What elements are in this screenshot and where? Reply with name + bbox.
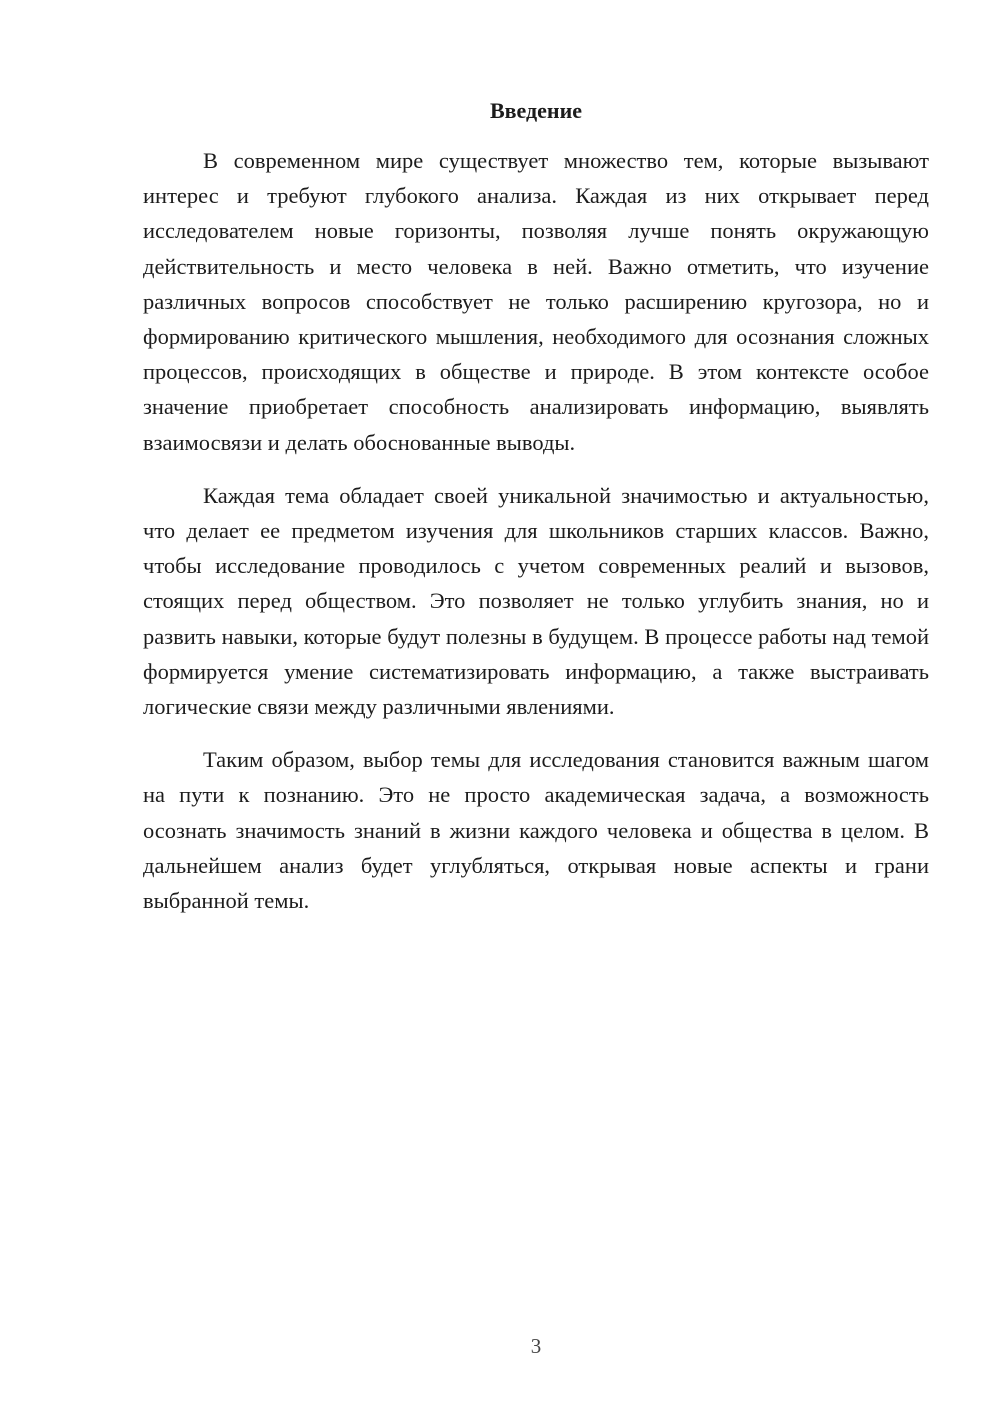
section-title: Введение [489,98,583,123]
paragraph-3: Таким образом, выбор темы для исследования становится важным шагом на пути к познанию. Это не просто академическая задача, а возможность осознать значимость знаний в жизни каждого человека и общества в целом. В дальнейшем анализ будет углубляться, открывая новые аспекты и грани выбранной темы. [143,747,929,914]
page-number: 3 [530,1334,542,1358]
paragraph-2: Каждая тема обладает своей уникальной значимостью и актуальностью, что делает ее предметом изучения для школьников старших классов. Важно, чтобы исследование проводилось с учетом современных реалий и вызовов, стоящих перед обществом. Это позволяет не только углубить знания, но и развить навыки, которые будут полезны в будущем. В процессе работы над темой формируется умение систематизировать информацию, а также выстраивать логические связи между различными явлениями. [143,482,929,720]
paragraph-1: В современном мире существует множество тем, которые вызывают интерес и требуют глубокого анализа. Каждая из них открывает перед исследователем новые горизонты, позволяя лучше понять окружающую действительность и место человека в ней. Важно отметить, что изучение различных вопросов способствует не только расширению кругозора, но и формированию критического мышления, необходимого для осознания сложных процессов, происходящих в обществе и природе. В этом контексте особое значение приобретает способность анализировать информацию, выявлять взаимосвязи и делать обоснованные выводы. [143,148,929,455]
document-body [143,143,929,936]
